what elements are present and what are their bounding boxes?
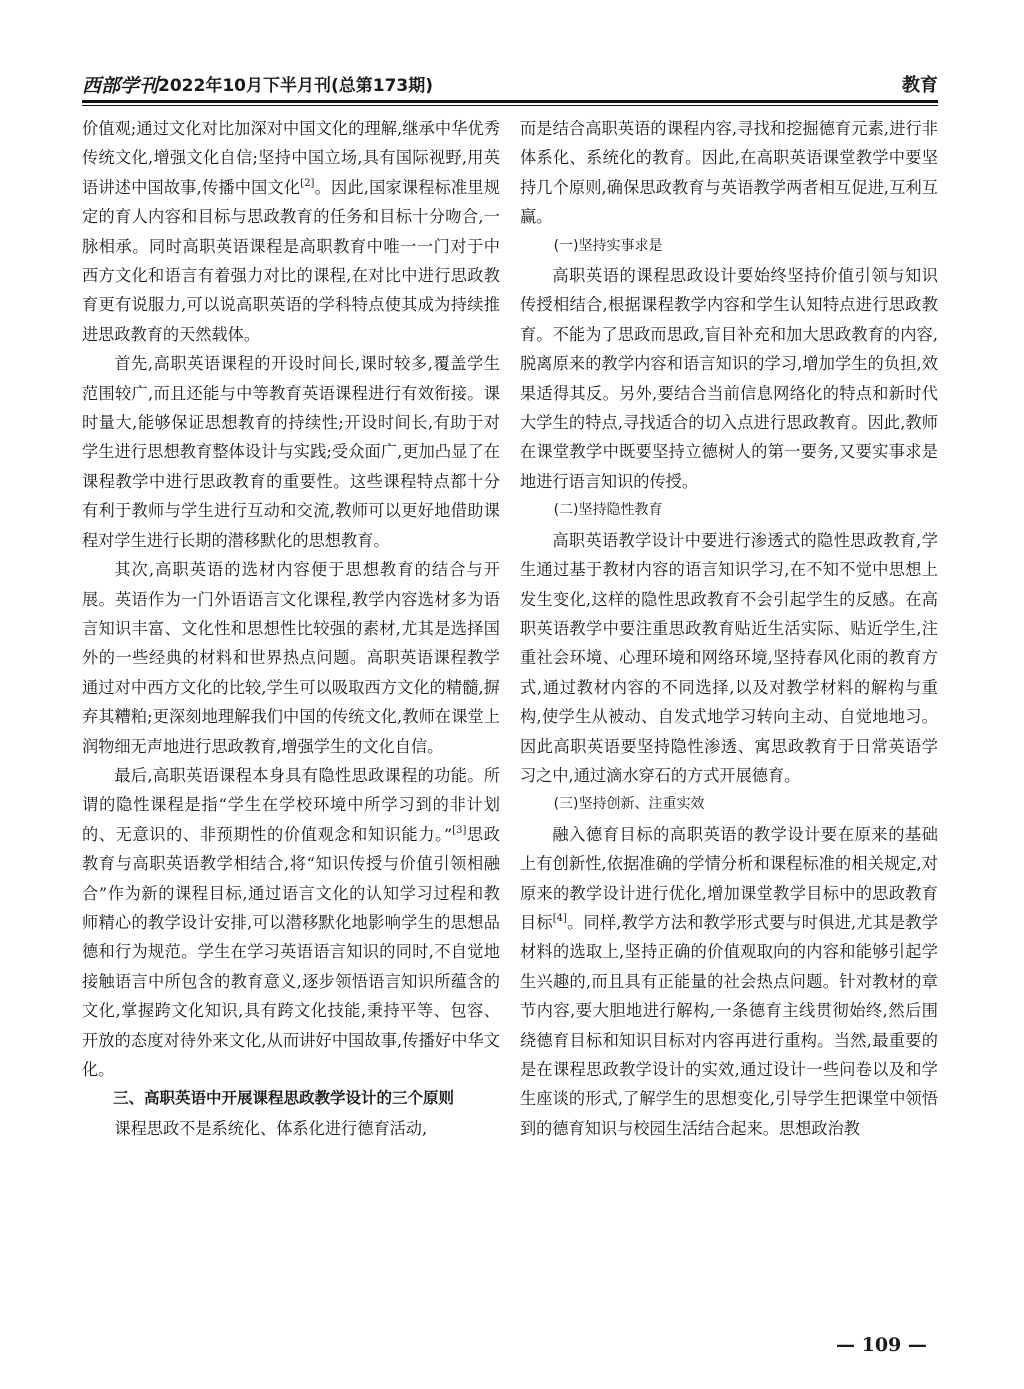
subsection-heading: (二)坚持隐性教育 bbox=[553, 502, 663, 519]
subsection-heading: (三)坚持创新、注重实效 bbox=[553, 796, 705, 813]
paragraph: 其次,高职英语的选材内容便于思想教育的结合与开展。英语作为一门外语语言文化课程,教学内容选材多为语言知识丰富、文化性和思想性比较强的素材,尤其是选择国外的一些经典的材料和世界热点问题。高职英语课程教学通过对中西方文化的比较,学生可以吸取西方文化的精髓,摒弃其糟粕;更深刻地理解我们中国的传统文化,教师在课堂上润物细无声地进行思政教育,增强学生的文化自信。 bbox=[82, 560, 500, 756]
left-column bbox=[82, 114, 500, 1143]
paragraph: 最后,高职英语课程本身具有隐性思政课程的功能。所谓的隐性课程是指“学生在学校环境中所学习到的非计划的、无意识的、非预期性的价值观念和知识能力。”[3]思政教育与高职英语教学相结合,将“知识传授与价值引领相融合”作为新的课程目标,通过语言文化的认知学习过程和教师精心的教学设计安排,可以潜移默化地影响学生的思想品德和行为规范。学生在学习英语语言知识的同时,不自觉地接触语言中所包含的教育意义,逐步领悟语言知识所蕴含的文化,掌握跨文化知识,具有跨文化技能,秉持平等、包容、开放的态度对待外来文化,从而讲好中国故事,传播好中华文化。 bbox=[82, 765, 500, 1079]
paragraph: 高职英语教学设计中要进行渗透式的隐性思政教育,学生通过基于教材内容的语言知识学习,在不知不觉中思想上发生变化,这样的隐性思政教育不会引起学生的反感。在高职英语教学中要注重思政教育贴近生活实际、贴近学生,注重社会环境、心理环境和网络环境,坚持春风化雨的教育方式,通过教材内容的不同选择,以及对教学材料的解构与重构,使学生从被动、自发式地学习转向主动、自觉地地习。因此高职英语要坚持隐性渗透、寓思政教育于日常英语学习之中,通过滴水穿石的方式开展德育。 bbox=[520, 530, 938, 785]
page-number: — 109 — bbox=[836, 1334, 927, 1356]
paragraph: 首先,高职英语课程的开设时间长,课时较多,覆盖学生范围较广,而且还能与中等教育英语课程进行有效衔接。课时量大,能够保证思想教育的持续性;开设时间长,有助于对学生进行思想教育整体设计与实践;受众面广,更加凸显了在课程教学中进行思政教育的重要性。这些课程特点都十分有利于教师与学生进行互动和交流,教师可以更好地借助课程对学生进行长期的潜移默化的思想教育。 bbox=[82, 354, 500, 550]
subsection-heading: (一)坚持实事求是 bbox=[553, 237, 663, 254]
running-header bbox=[82, 68, 938, 102]
paragraph: 价值观;通过文化对比加深对中国文化的理解,继承中华优秀传统文化,增强文化自信;坚持中国立场,具有国际视野,用英语讲述中国故事,传播中国文化[2]。因此,国家课程标准里规定的育人内容和目标与思政教育的任务和目标十分吻合,一脉相承。同时高职英语课程是高职教育中唯一一门对于中西方文化和语言有着强力对比的课程,在对比中进行思政教育更有说服力,可以说高职英语的学科特点使其成为持续推进思政教育的天然载体。 bbox=[82, 119, 500, 344]
citation: [4] bbox=[552, 912, 567, 924]
paragraph: 高职英语的课程思政设计要始终坚持价值引领与知识传授相结合,根据课程教学内容和学生认知特点进行思政教育。不能为了思政而思政,盲目补充和加大思政教育的内容,脱离原来的教学内容和语言知识的学习,增加学生的负担,效果适得其反。另外,要结合当前信息网络化的特点和新时代大学生的特点,寻找适合的切入点进行思政教育。因此,教师在课堂教学中既要坚持立德树人的第一要务,又要实事求是地进行语言知识的传授。 bbox=[520, 266, 938, 491]
right-column bbox=[520, 114, 938, 1143]
paragraph: 融入德育目标的高职英语的教学设计要在原来的基础上有创新性,依据准确的学情分析和课程标准的相关规定,对原来的教学设计进行优化,增加课堂教学目标中的思政教育目标[4]。同样,教学方法和教学形式要与时俱进,尤其是教学材料的选取上,坚持正确的价值观取向的内容和能够引起学生兴趣的,而且具有正能量的社会热点问题。针对教材的章节内容,要大胆地进行解构,一条德育主线贯彻始终,然后围绕德育目标和知识目标对内容再进行重构。当然,最重要的是在课程思政教学设计的实效,通过设计一些问卷以及和学生座谈的形式,了解学生的思想变化,引导学生把课堂中领悟到的德育知识与校园生活结合起来。思想政治教 bbox=[520, 824, 938, 1138]
citation: [2] bbox=[300, 177, 315, 189]
paragraph: 而是结合高职英语的课程内容,寻找和挖掘德育元素,进行非体系化、系统化的教育。因此,在高职英语课堂教学中要坚持几个原则,确保思政教育与英语教学两者相互促进,互利互赢。 bbox=[520, 119, 938, 227]
header-rule-thick bbox=[82, 100, 938, 103]
header-rule-thin bbox=[82, 105, 938, 106]
citation: [3] bbox=[452, 824, 467, 836]
journal-logo: 西部学刊 bbox=[82, 75, 159, 97]
section-heading: 三、高职英语中开展课程思政教学设计的三个原则 bbox=[113, 1089, 455, 1108]
section-label: 教育 bbox=[902, 75, 938, 96]
issue-info: 2022年10月下半月刊(总第173期) bbox=[158, 76, 433, 96]
paragraph: 课程思政不是系统化、体系化进行德育活动, bbox=[114, 1118, 428, 1138]
